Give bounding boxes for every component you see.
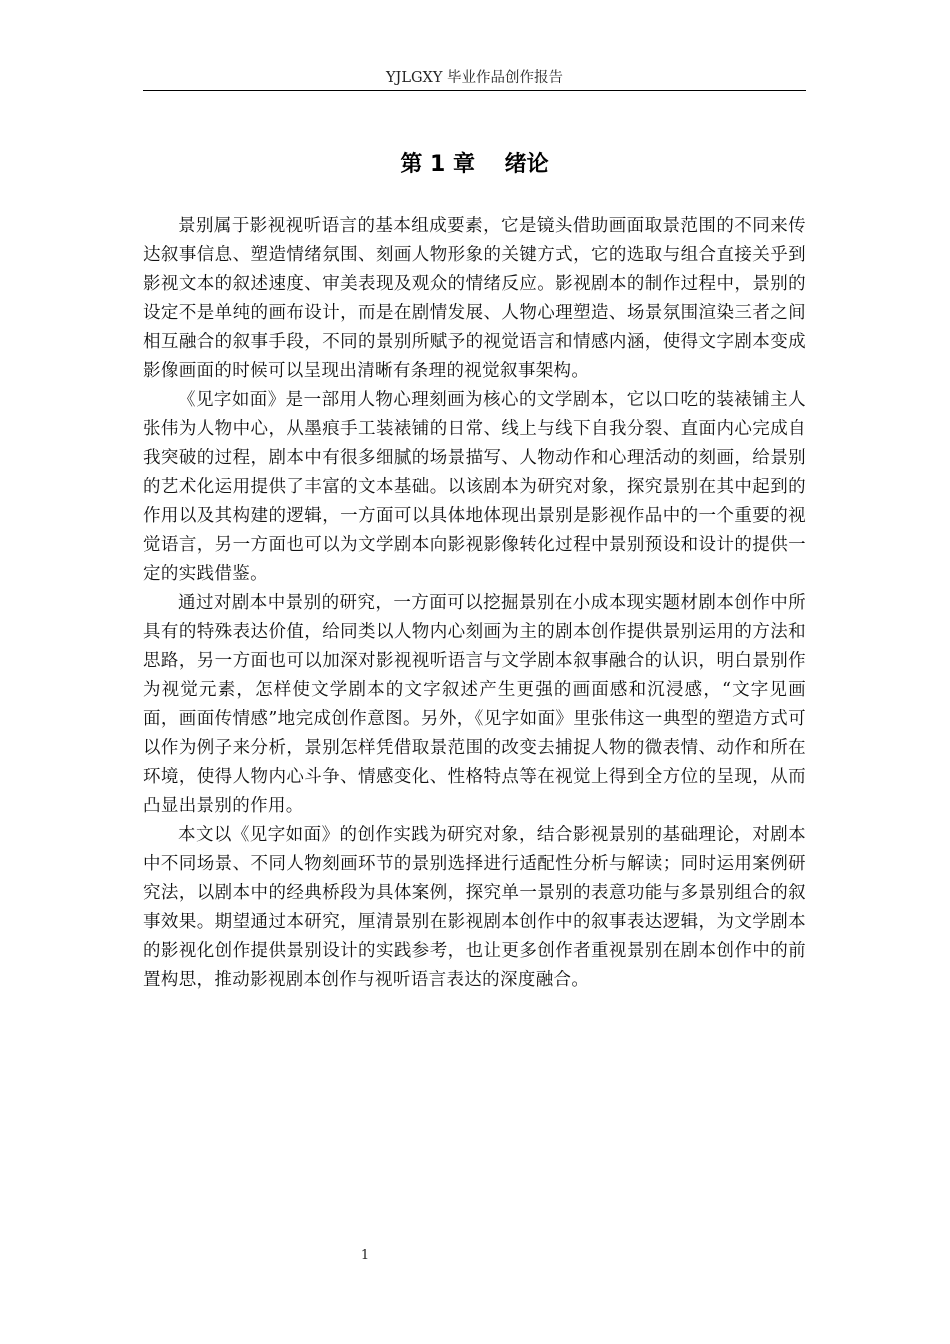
- body-text: [143, 212, 806, 995]
- header-divider: [143, 90, 806, 91]
- paragraph-2: 《见字如面》是一部用人物心理刻画为核心的文学剧本，它以口吃的装裱铺主人张伟为人物中心，从墨痕手工装裱铺的日常、线上与线下自我分裂、直面内心完成自我突破的过程，剧本中有很多细腻的场景描写、人物动作和心理活动的刻画，给景别的艺术化运用提供了丰富的文本基础。以该剧本为研究对象，探究景别在其中起到的作用以及其构建的逻辑，一方面可以具体地体现出景别是影视作品中的一个重要的视觉语言，另一方面也可以为文学剧本向影视影像转化过程中景别预设和设计的提供一定的实践借鉴。: [143, 390, 806, 584]
- page-number: 1: [360, 1248, 370, 1263]
- chapter-title: 第 1 章 绪论: [400, 152, 549, 177]
- paragraph-1: 景别属于影视视听语言的基本组成要素，它是镜头借助画面取景范围的不同来传达叙事信息、塑造情绪氛围、刻画人物形象的关键方式，它的选取与组合直接关乎到影视文本的叙述速度、审美表现及观众的情绪反应。影视剧本的制作过程中，景别的设定不是单纯的画布设计，而是在剧情发展、人物心理塑造、场景氛围渲染三者之间相互融合的叙事手段，不同的景别所赋予的视觉语言和情感内涵，使得文字剧本变成影像画面的时候可以呈现出清晰有条理的视觉叙事架构。: [143, 216, 806, 381]
- running-header: YJLGXY 毕业作品创作报告: [385, 70, 564, 86]
- paragraph-4: 本文以《见字如面》的创作实践为研究对象，结合影视景别的基础理论，对剧本中不同场景、不同人物刻画环节的景别选择进行适配性分析与解读；同时运用案例研究法，以剧本中的经典桥段为具体案例，探究单一景别的表意功能与多景别组合的叙事效果。期望通过本研究，厘清景别在影视剧本创作中的叙事表达逻辑，为文学剧本的影视化创作提供景别设计的实践参考，也让更多创作者重视景别在剧本创作中的前置构思，推动影视剧本创作与视听语言表达的深度融合。: [143, 825, 806, 990]
- paragraph-3: 通过对剧本中景别的研究，一方面可以挖掘景别在小成本现实题材剧本创作中所具有的特殊表达价值，给同类以人物内心刻画为主的剧本创作提供景别运用的方法和思路，另一方面也可以加深对影视视听语言与文学剧本叙事融合的认识，明白景别作为视觉元素，怎样使文学剧本的文字叙述产生更强的画面感和沉浸感，“文字见画面，画面传情感”地完成创作意图。另外，《见字如面》里张伟这一典型的塑造方式可以作为例子来分析，景别怎样凭借取景范围的改变去捕捉人物的微表情、动作和所在环境，使得人物内心斗争、情感变化、性格特点等在视觉上得到全方位的呈现，从而凸显出景别的作用。: [143, 593, 806, 816]
